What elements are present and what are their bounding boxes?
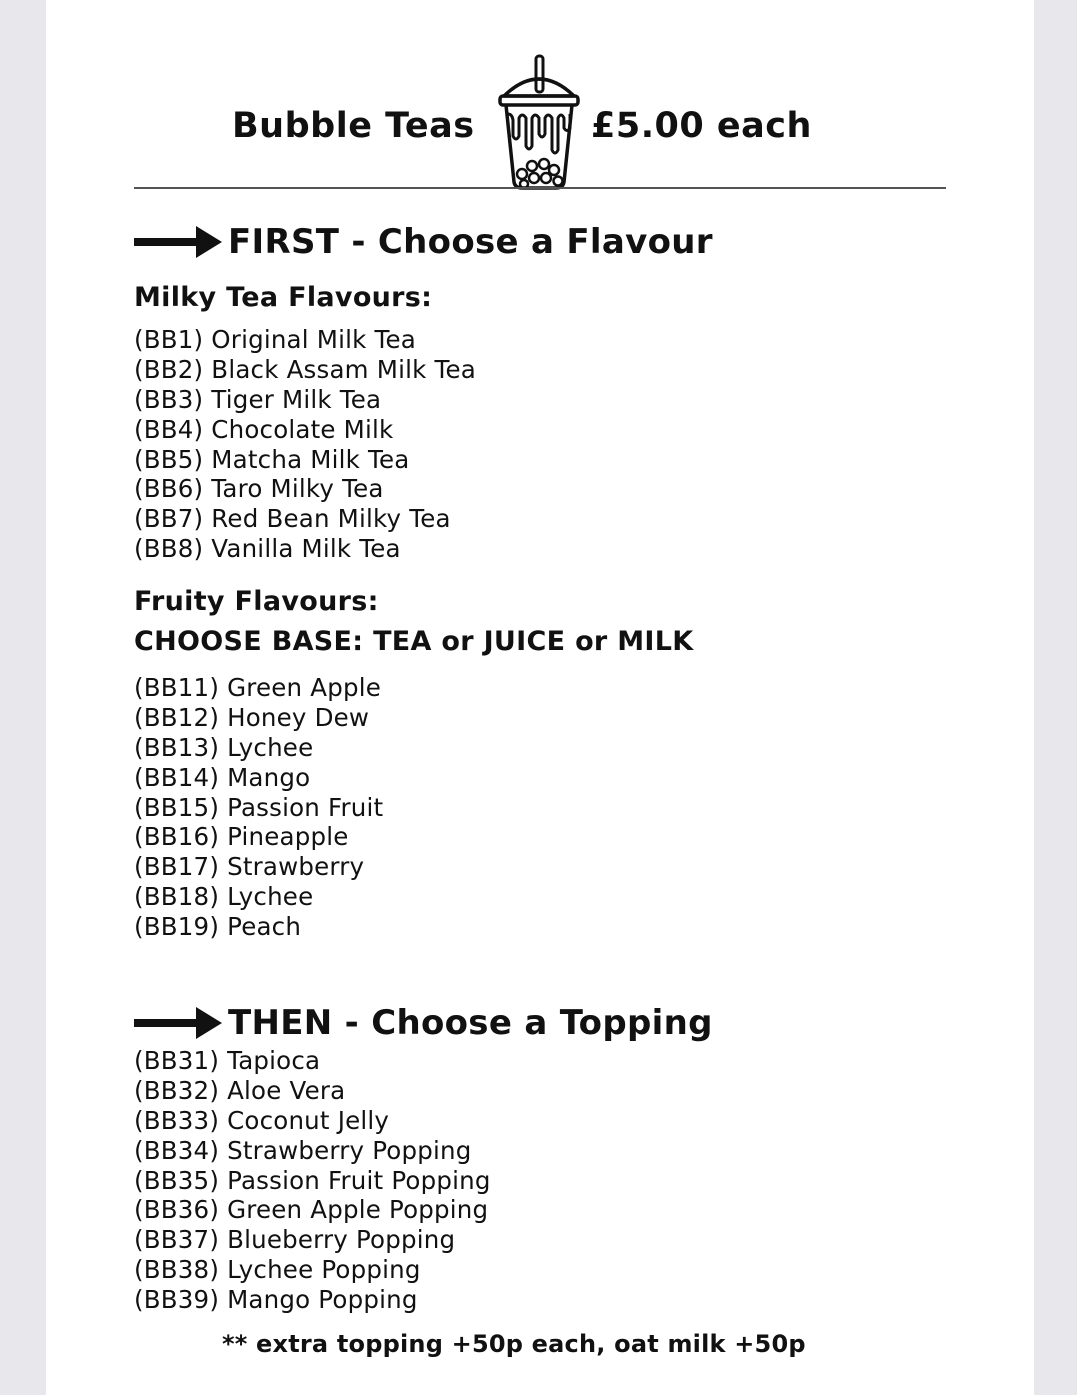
list-item: (BB37) Blueberry Popping xyxy=(134,1225,456,1255)
extras-footnote: ** extra topping +50p each, oat milk +50p xyxy=(222,1330,806,1358)
list-item: (BB34) Strawberry Popping xyxy=(134,1135,472,1165)
list-item: (BB7) Red Bean Milky Tea xyxy=(134,504,451,534)
list-item: (BB1) Original Milk Tea xyxy=(134,325,416,354)
menu-page xyxy=(46,0,1034,1395)
step-then-heading xyxy=(134,1001,713,1045)
list-item: (BB2) Black Assam Milk Tea xyxy=(134,354,476,384)
list-item: (BB5) Matcha Milk Tea xyxy=(134,444,410,474)
list-item: (BB4) Chocolate Milk xyxy=(134,414,394,444)
step-first-heading xyxy=(134,220,713,264)
list-item: (BB6) Taro Milky Tea xyxy=(134,474,384,504)
fruity-flavours-list xyxy=(134,673,383,942)
toppings-list xyxy=(134,1046,491,1315)
list-item: (BB31) Tapioca xyxy=(134,1046,321,1075)
list-item: (BB17) Strawberry xyxy=(134,852,365,882)
list-item: (BB13) Lychee xyxy=(134,732,314,762)
fruity-flavours-label: Fruity Flavours: xyxy=(134,586,379,617)
arrow-right-icon xyxy=(134,1005,222,1041)
list-item: (BB8) Vanilla Milk Tea xyxy=(134,534,401,564)
list-item: (BB11) Green Apple xyxy=(134,673,382,702)
menu-title: Bubble Teas xyxy=(232,106,475,146)
list-item: (BB18) Lychee xyxy=(134,882,314,912)
choose-base-label: CHOOSE BASE: TEA or JUICE or MILK xyxy=(134,626,694,657)
list-item: (BB3) Tiger Milk Tea xyxy=(134,384,382,414)
list-item: (BB19) Peach xyxy=(134,912,302,942)
list-item: (BB36) Green Apple Popping xyxy=(134,1195,489,1225)
step-first-text: FIRST - Choose a Flavour xyxy=(228,222,713,262)
list-item: (BB33) Coconut Jelly xyxy=(134,1105,390,1135)
list-item: (BB12) Honey Dew xyxy=(134,702,370,732)
milky-flavours-label: Milky Tea Flavours: xyxy=(134,282,433,313)
list-item: (BB15) Passion Fruit xyxy=(134,792,384,822)
list-item: (BB39) Mango Popping xyxy=(134,1285,418,1315)
list-item: (BB38) Lychee Popping xyxy=(134,1255,421,1285)
list-item: (BB16) Pineapple xyxy=(134,822,349,852)
list-item: (BB32) Aloe Vera xyxy=(134,1075,346,1105)
milky-flavours-list xyxy=(134,325,476,564)
list-item: (BB14) Mango xyxy=(134,762,311,792)
step-then-text: THEN - Choose a Topping xyxy=(228,1003,713,1043)
menu-price: £5.00 each xyxy=(591,106,812,146)
header-divider xyxy=(134,187,946,189)
arrow-right-icon xyxy=(134,224,222,260)
bubble-tea-cup-icon xyxy=(498,54,580,192)
menu-header xyxy=(46,0,1034,190)
list-item: (BB35) Passion Fruit Popping xyxy=(134,1165,491,1195)
